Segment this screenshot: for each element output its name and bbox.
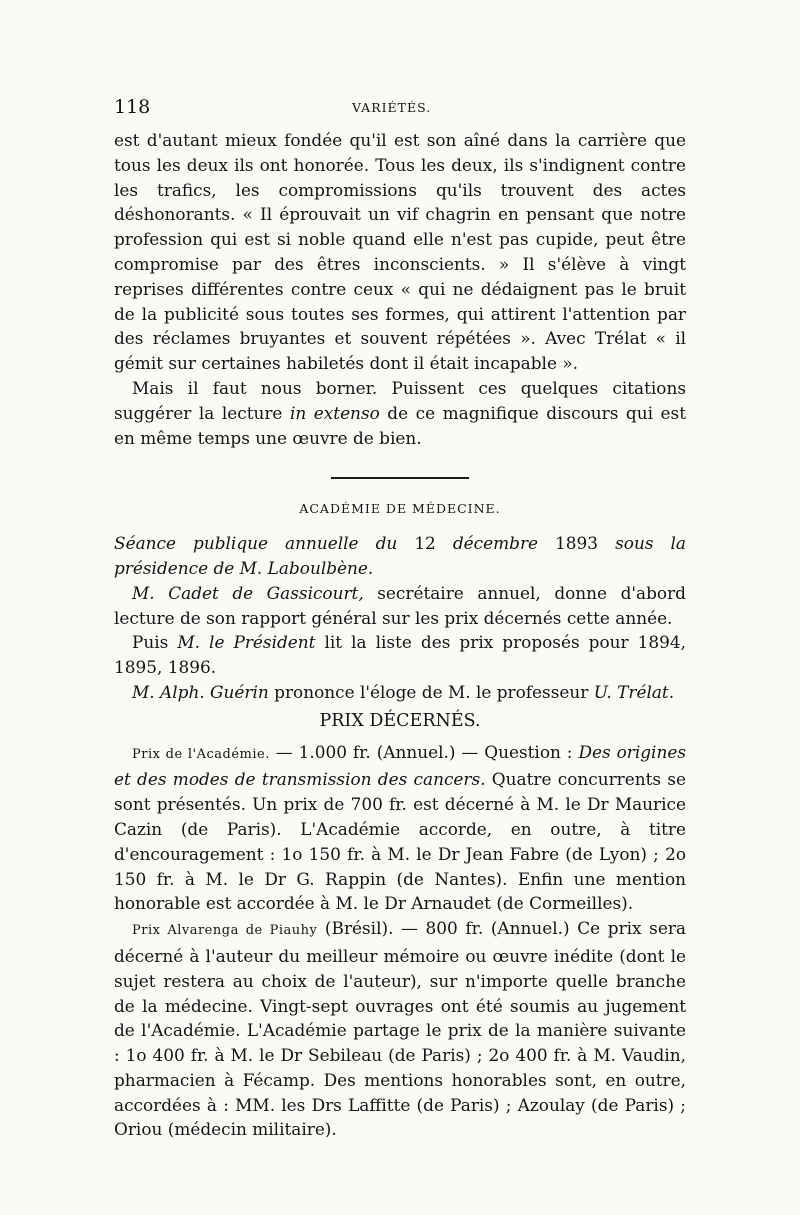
paragraph-2-text-c: de ce magnifique discours qui est en même temps une œuvre de bien. [114,402,686,448]
running-head: VARIÉTÉS. [352,100,432,115]
president-text-c: lit la liste des prix proposés pour 1894, 1895, 1896. [114,632,686,678]
prix-academie-text-c: . Quatre concurrents se sont présentés. Un prix de 700 fr. est décerné à M. le Dr Maurice Cazin (de Paris). L'Académie accorde, en outre, à titre d'encouragement : 1o 150 fr. à M. le Dr Jean Fabre (de Lyon) ; 2o 150 fr. à M. le Dr G. Rappin (de Nantes). Enfin une mention honorable est accordée à M. le Dr Arnaudet (de Cormeilles). [114,769,686,914]
seance-year: 1893 [555,533,599,554]
seance-text-a: Séance publique annuelle du [114,533,415,554]
paragraph-prix-academie [114,740,686,917]
paragraph-2 [114,376,686,450]
prix-heading: PRIX DÉCERNÉS. [319,710,481,731]
paragraph-guerin [114,680,686,705]
prix-alvarenga-label: Prix Alvarenga de Piauhy [132,923,318,939]
seance-heading [114,531,686,581]
president-text-a: Puis [132,632,178,653]
section-divider [331,477,469,479]
prix-alvarenga-text: (Brésil). — 800 fr. (Annuel.) Ce prix sera décerné à l'auteur du meilleur mémoire ou œuvre inédite (dont le sujet restera au choix de l'auteur), sur n'importe quelle branche de la médecine. Vingt-sept ouvrages ont été soumis au jugement de l'Académie. L'Académie partage le prix de la manière suivante : 1o 400 fr. à M. le Dr Sebileau (de Paris) ; 2o 400 fr. à M. Vaudin, pharmacien à Fécamp. Des mentions honorables sont, en outre, accordées à : MM. les Drs Laffitte (de Paris) ; Azoulay (de Paris) ; Oriou (médecin militaire). [114,918,686,1140]
paragraph-prix-alvarenga [114,916,686,1142]
paragraph-cadet [114,581,686,631]
guerin-text: prononce l'éloge de M. le professeur [268,681,594,702]
section-title: ACADÉMIE DE MÉDECINE. [299,501,501,517]
prix-academie-question: Des origines et des modes de transmission des cancers [114,741,686,790]
paragraph-1 [114,128,686,376]
cadet-text: secrétaire annuel, donne d'abord lecture de son rapport général sur les prix décernés cette année. [114,582,686,628]
page-header [114,96,686,122]
paragraph-2-italic: in extenso [289,402,380,423]
trelat-name: U. Trélat [593,681,669,702]
seance-text-e: sous la présidence de M. Laboulbène. [114,533,686,578]
paragraph-1-text: est d'autant mieux fondée qu'il est son aîné dans la carrière que tous les deux ils ont honorée. Tous les deux, ils s'indignent contre les trafics, les compromissions qu'ils trouvent des actes déshonorants. « Il éprouvait un vif chagrin en pensant que notre profession qui est si noble quand elle n'est pas cupide, peut être compromise par des êtres inconscients. » Il s'élève à vingt reprises différentes contre ceux « qui ne dédaignent pas le bruit de la publicité sous toutes ses formes, qui attirent l'attention par des réclames bruyantes et souvent répétées ». Avec Trélat « il gémit sur certaines habiletés dont il était incapable ». [114,130,686,374]
prix-academie-label: Prix de l'Académie. [132,746,270,762]
page-number: 118 [114,96,151,118]
president-name: M. le Président [177,632,316,653]
prix-academie-text-a: — 1.000 fr. (Annuel.) — Question : [269,741,579,762]
paragraph-2-text-a: Mais il faut nous borner. Puissent ces quelques citations suggérer la lecture [114,377,686,423]
seance-text-c: décembre [435,533,556,554]
guerin-end: . [668,681,675,702]
seance-day: 12 [414,533,436,554]
body-text [114,128,686,1142]
guerin-name: M. Alph. Guérin [132,681,269,702]
paragraph-president [114,630,686,680]
cadet-name: M. Cadet de Gassicourt, [132,582,364,603]
